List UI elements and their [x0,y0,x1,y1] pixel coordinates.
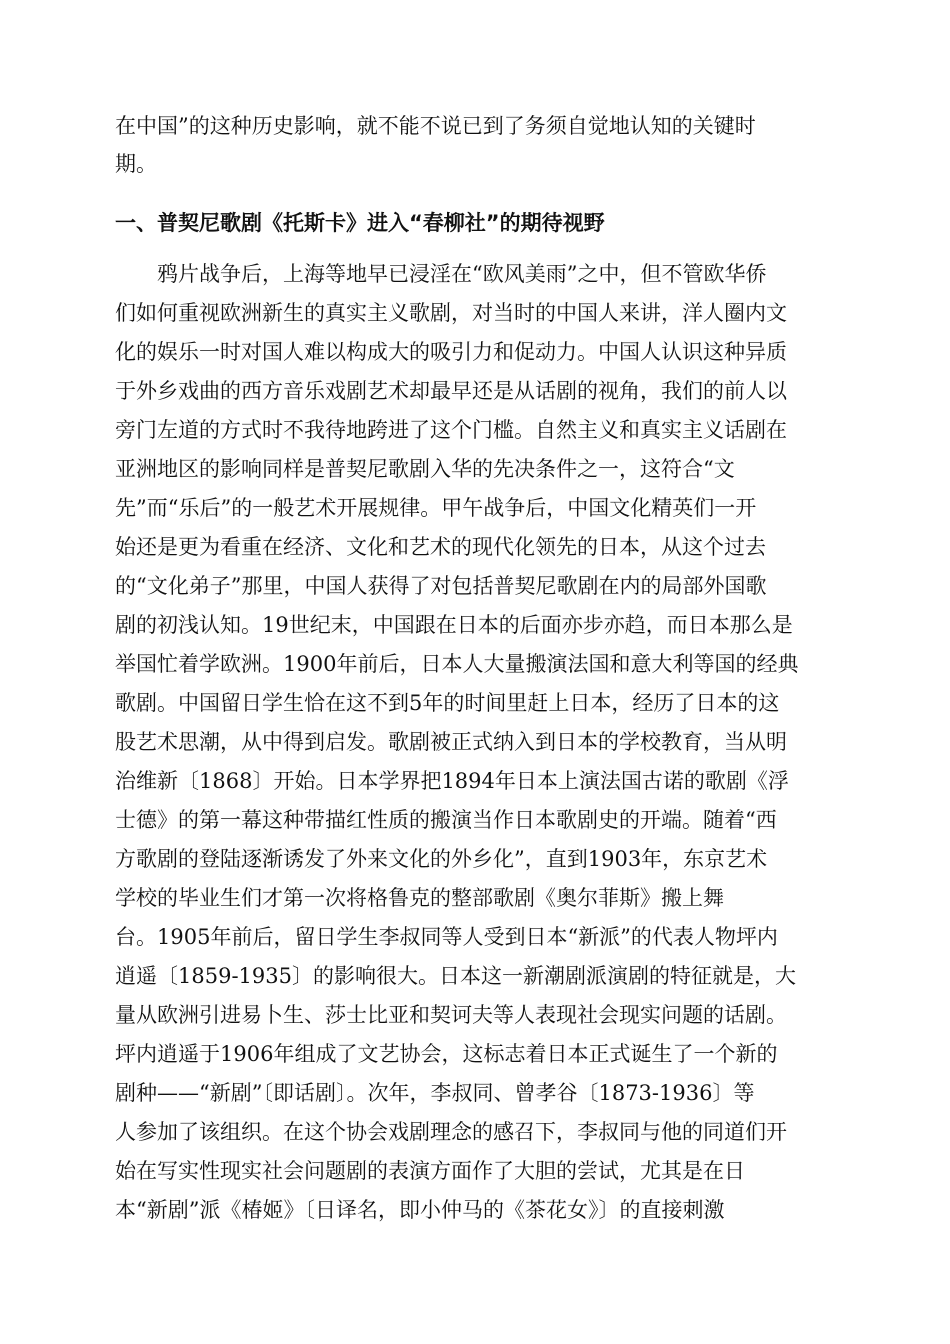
text-line: 人参加了该组织。在这个协会戏剧理念的感召下，李叔同与他的同道们开 [115,1120,787,1144]
text-line: 于外乡戏曲的西方音乐戏剧艺术却最早还是从话剧的视角，我们的前人以 [115,379,787,403]
text-line: 台。1905年前后，留日学生李叔同等人受到日本“新派”的代表人物坪内 [115,925,778,949]
text-line: 们如何重视欧洲新生的真实主义歌剧，对当时的中国人来讲，洋人圈内文 [115,301,787,325]
text-line: 鸦片战争后，上海等地早已浸淫在“欧风美雨”之中，但不管欧华侨 [115,262,767,286]
text-line: 化的娱乐一时对国人难以构成大的吸引力和促动力。中国人认识这种异质 [115,340,787,364]
text-line: 本“新剧”派《椿姬》〔日译名，即小仲马的《茶花女》〕的直接刺激 [115,1198,725,1222]
text-line: 方歌剧的登陆逐渐诱发了外来文化的外乡化”，直到1903年，东京艺术 [115,847,768,871]
text-line: 始在写实性现实社会问题剧的表演方面作了大胆的尝试，尤其是在日 [115,1159,745,1183]
text-line: 亚洲地区的影响同样是普契尼歌剧入华的先决条件之一，这符合“文 [115,457,735,481]
section-heading: 一、普契尼歌剧《托斯卡》进入“春柳社”的期待视野 [115,211,605,235]
text-line: 举国忙着学欧洲。1900年前后，日本人大量搬演法国和意大利等国的经典 [115,652,799,676]
text-line: 期。 [115,152,157,176]
text-line: 的“文化弟子”那里，中国人获得了对包括普契尼歌剧在内的局部外国歌 [115,574,767,598]
text-line: 治维新〔1868〕开始。日本学界把1894年日本上演法国古诺的歌剧《浮 [115,769,789,793]
text-line: 剧种——“新剧”〔即话剧〕。次年，李叔同、曾孝谷〔1873-1936〕等 [115,1081,755,1105]
text-line: 先”而“乐后”的一般艺术开展规律。甲午战争后，中国文化精英们一开 [115,496,757,520]
text-line: 量从欧洲引进易卜生、莎士比亚和契诃夫等人表现社会现实问题的话剧。 [115,1003,787,1027]
text-line: 始还是更为看重在经济、文化和艺术的现代化领先的日本，从这个过去 [115,535,766,559]
text-line: 剧的初浅认知。19世纪末，中国跟在日本的后面亦步亦趋，而日本那么是 [115,613,793,637]
text-line: 在中国”的这种历史影响，就不能不说已到了务须自觉地认知的关键时 [115,114,756,138]
text-line: 旁门左道的方式时不我待地跨进了这个门槛。自然主义和真实主义话剧在 [115,418,787,442]
text-line: 股艺术思潮，从中得到启发。歌剧被正式纳入到日本的学校教育，当从明 [115,730,787,754]
text-line: 坪内逍遥于1906年组成了文艺协会，这标志着日本正式诞生了一个新的 [115,1042,778,1066]
text-line: 逍遥〔1859-1935〕的影响很大。日本这一新潮剧派演剧的特征就是，大 [115,964,796,988]
text-line: 学校的毕业生们才第一次将格鲁克的整部歌剧《奥尔菲斯》搬上舞 [115,886,724,910]
text-line: 歌剧。中国留日学生恰在这不到5年的时间里赶上日本，经历了日本的这 [115,691,780,715]
text-line: 士德》的第一幕这种带描红性质的搬演当作日本歌剧史的开端。随着“西 [115,808,777,832]
